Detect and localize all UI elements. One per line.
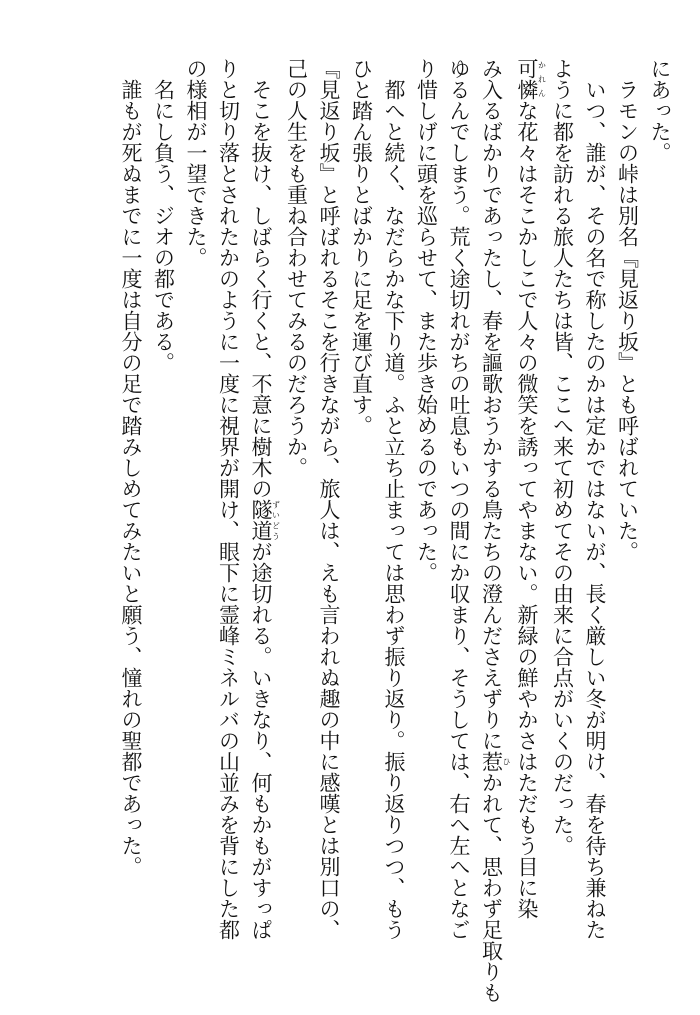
text-line-3: いつ、誰が、その名で称したのかは定かではないが、長く厳しい冬が明け、春を待ち兼ねた	[583, 58, 607, 940]
text-line-9: 都へと続く、なだらかな下り道。ふと立ち止まっては思わず振り返り。振り返りつつ、もう	[382, 58, 406, 940]
text-line-1: にあった。	[648, 58, 672, 163]
ruby-zuidou: 隧道ずいどう	[249, 499, 281, 541]
text-line-11: 『見返り坂』と呼ばれるそこを行きながら、旅人は、えも言われぬ趣の中に感嘆とは別口の、	[317, 58, 341, 940]
text-line-4: ように都を訪れる旅人たちは皆、ここへ来て初めてその由来に合点がいくのだった。	[550, 58, 575, 856]
text-line-13: そこを抜け、しばらく行くと、不意に樹木の隧道ずいどうが途切れる。いきなり、何もかもがすっぱ	[249, 58, 281, 940]
text-line-2: ラモンの峠は別名『見返り坂』とも呼ばれていた。	[615, 58, 640, 562]
text-line-10: ひと踏ん張りとばかりに足を運び直す。	[349, 58, 374, 436]
text-line-7: ゆるんでしまう。荒く途切れがちの吐息もいつの間にか収まり、そうしては、右へ左へとなご	[447, 58, 471, 940]
ruby-karen: 可憐かれん	[515, 58, 547, 100]
vertical-text-body	[115, 58, 677, 1003]
text-line-12: 己の人生をも重ね合わせてみるのだろうか。	[284, 58, 309, 478]
text-line-6: み入るばかりであったし、春を謳歌おうかする鳥たちの澄んださえずりに惹ひかれて、思わず足取りも	[479, 58, 511, 1003]
text-line-15: の様相が一望できた。	[184, 58, 208, 268]
text-line-8: り惜しげに頭を巡らせて、また歩き始めるのであった。	[414, 58, 439, 583]
text-line-14: りと切り落とされたかのように一度に視界が開け、眼下に霊峰ミネルバの山並みを背にした都	[216, 58, 241, 940]
ruby-hi: 惹ひ	[479, 751, 511, 772]
text-line-5: 可憐かれんな花々はそこかしこで人々の微笑を誘ってやまない。新緑の鮮やかさはただもう目に染	[515, 58, 547, 919]
text-line-16: 名にし負う、ジオの都である。	[151, 58, 176, 373]
text-line-17: 誰もが死ぬまでに一度は自分の足で踏みしめてみたいと願う、憧れの聖都であった。	[119, 58, 143, 877]
